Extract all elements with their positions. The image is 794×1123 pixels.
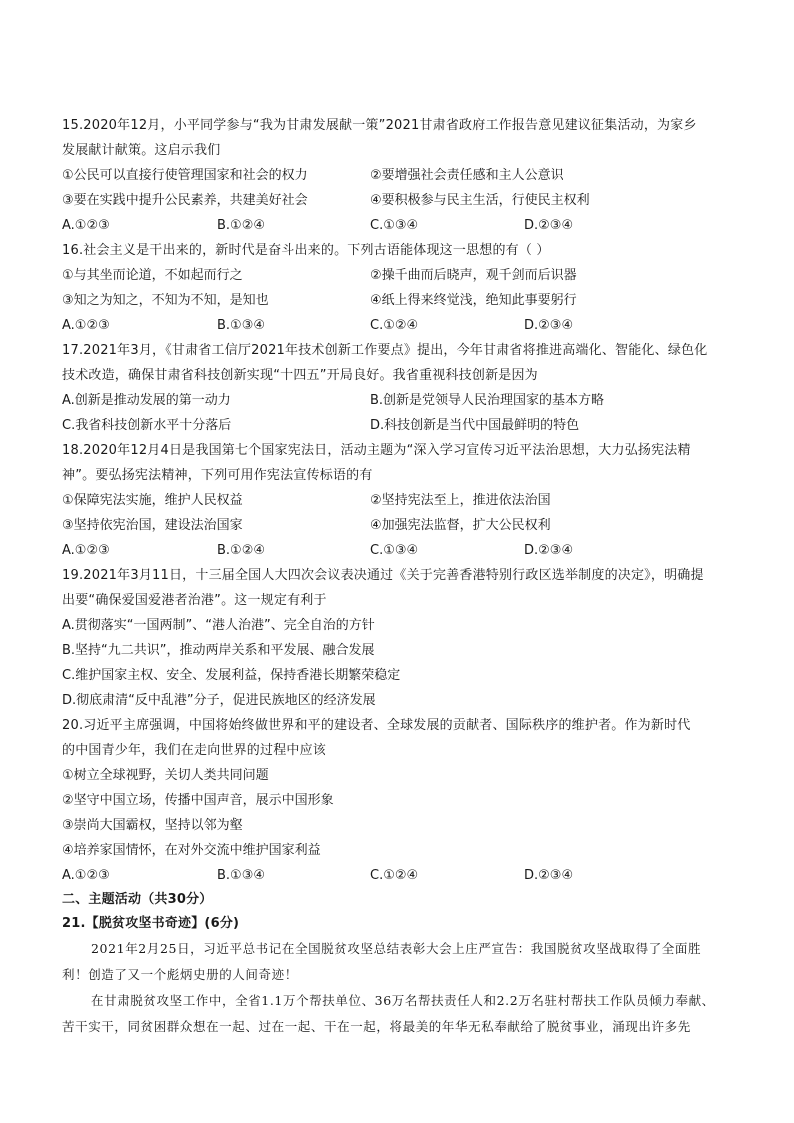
q15-item2: ②要增强社会责任感和主人公意识	[370, 168, 564, 183]
q17-option-a: A.创新是推动发展的第一动力	[62, 393, 231, 408]
q19-option-a: A.贯彻落实“一国两制”、“港人治港”、完全自治的方针	[62, 618, 375, 633]
q20-item2: ②坚守中国立场，传播中国声音，展示中国形象	[62, 793, 334, 808]
q18-stem-line2: 神”。要弘扬宪法精神，下列可用作宪法宣传标语的有	[62, 468, 373, 483]
q20-item3: ③崇尚大国霸权，坚持以邻为壑	[62, 818, 243, 833]
q17-option-d: D.科技创新是当代中国最鲜明的特色	[370, 418, 580, 433]
q20-item4: ④培养家国情怀，在对外交流中维护国家利益	[62, 843, 321, 858]
q19-option-c: C.维护国家主权、安全、发展利益，保持香港长期繁荣稳定	[62, 668, 401, 683]
q19-option-d: D.彻底肃清“反中乱港”分子，促进民族地区的经济发展	[62, 693, 376, 708]
q18-option-d: D.②③④	[524, 543, 574, 558]
q15-item3: ③要在实践中提升公民素养，共建美好社会	[62, 193, 308, 208]
q20-stem-line1: 20.习近平主席强调，中国将始终做世界和平的建设者、全球发展的贡献者、国际秩序的维护者。作为新时代	[62, 718, 691, 733]
q15-stem-line2: 发展献计献策。这启示我们	[62, 143, 221, 158]
q16-item3: ③知之为知之，不知为不知，是知也	[62, 293, 269, 308]
q20-stem-line2: 的中国青少年，我们在走向世界的过程中应该	[62, 743, 327, 758]
q17-option-b: B.创新是党领导人民治理国家的基本方略	[370, 393, 605, 408]
q15-item4: ④要积极参与民主生活，行使民主权利	[370, 193, 590, 208]
q18-item4: ④加强宪法监督，扩大公民权利	[370, 518, 551, 533]
q16-option-b: B.①③④	[217, 318, 266, 333]
q20-option-b: B.①③④	[217, 868, 266, 883]
q15-option-c: C.①③④	[370, 218, 419, 233]
q15-stem-line1: 15.2020年12月，小平同学参与“我为甘肃发展献一策”2021甘肃省政府工作报告意见建议征集活动，为家乡	[62, 118, 697, 133]
q20-option-c: C.①②④	[370, 868, 419, 883]
q18-option-c: C.①③④	[370, 543, 419, 558]
q17-stem-line2: 技术改造，确保甘肃省科技创新实现“十四五”开局良好。我省重视科技创新是因为	[62, 368, 538, 383]
q16-stem-line1: 16.社会主义是干出来的，新时代是奋斗出来的。下列古语能体现这一思想的有（ ）	[62, 243, 550, 258]
q21-para2-line1: 在甘肃脱贫攻坚工作中，全省1.1万个帮扶单位、36万名帮扶责任人和2.2万名驻村帮扶工作队员倾力奉献、	[91, 993, 715, 1008]
q18-item2: ②坚持宪法至上，推进依法治国	[370, 493, 551, 508]
q16-item2: ②操千曲而后晓声，观千剑而后识器	[370, 268, 577, 283]
q21-para1-line2: 利！创造了又一个彪炳史册的人间奇迹！	[62, 967, 298, 982]
q20-option-a: A.①②③	[62, 868, 110, 883]
q20-option-d: D.②③④	[524, 868, 574, 883]
q16-item4: ④纸上得来终觉浅，绝知此事要躬行	[370, 293, 577, 308]
q16-option-c: C.①②④	[370, 318, 419, 333]
q18-option-a: A.①②③	[62, 543, 110, 558]
q15-item1: ①公民可以直接行使管理国家和社会的权力	[62, 168, 308, 183]
q15-option-d: D.②③④	[524, 218, 574, 233]
q18-option-b: B.①②④	[217, 543, 266, 558]
q19-stem-line2: 出要“确保爱国爱港者治港”。这一规定有利于	[62, 593, 327, 608]
q16-item1: ①与其坐而论道，不如起而行之	[62, 268, 243, 283]
q18-item1: ①保障宪法实施，维护人民权益	[62, 493, 243, 508]
q15-option-a: A.①②③	[62, 218, 110, 233]
q16-option-d: D.②③④	[524, 318, 574, 333]
q19-option-b: B.坚持“九二共识”，推动两岸关系和平发展、融合发展	[62, 643, 375, 658]
section2-heading: 二、主题活动（共30分）	[62, 892, 213, 907]
q18-item3: ③坚持依宪治国，建设法治国家	[62, 518, 243, 533]
q21-para2-line2: 苦干实干，同贫困群众想在一起、过在一起、干在一起，将最美的年华无私奉献给了脱贫事业，涌现出许多先	[62, 1019, 691, 1034]
q21-title: 21.【脱贫攻坚书奇迹】(6分)	[62, 916, 240, 931]
q19-stem-line1: 19.2021年3月11日，十三届全国人大四次会议表决通过《关于完善香港特别行政区选举制度的决定》，明确提	[62, 568, 704, 583]
q16-option-a: A.①②③	[62, 318, 110, 333]
q18-stem-line1: 18.2020年12月4日是我国第七个国家宪法日，活动主题为“深入学习宣传习近平法治思想，大力弘扬宪法精	[62, 443, 691, 458]
q20-item1: ①树立全球视野，关切人类共同问题	[62, 768, 269, 783]
q17-option-c: C.我省科技创新水平十分落后	[62, 418, 232, 433]
q21-para1-line1: 2021年2月25日，习近平总书记在全国脱贫攻坚总结表彰大会上庄严宣告：我国脱贫攻坚战取得了全面胜	[91, 941, 702, 956]
q17-stem-line1: 17.2021年3月，《甘肃省工信厅2021年技术创新工作要点》提出，今年甘肃省将推进高端化、智能化、绿色化	[62, 343, 708, 358]
q15-option-b: B.①②④	[217, 218, 266, 233]
